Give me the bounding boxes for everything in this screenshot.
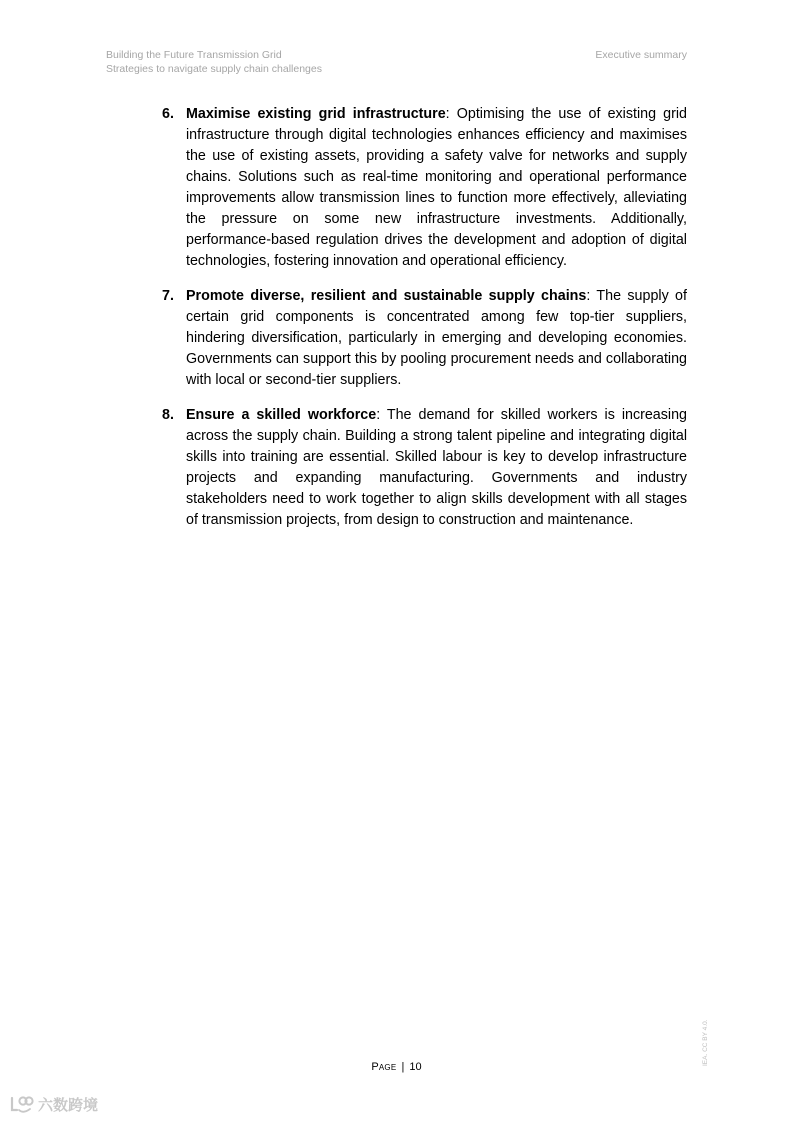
item-number: 8. — [162, 407, 174, 423]
list-item — [162, 104, 687, 272]
page-separator: | — [401, 1061, 405, 1073]
page-number: 10 — [409, 1061, 422, 1073]
item-title: Ensure a skilled workforce — [186, 407, 377, 423]
numbered-list — [162, 104, 687, 545]
document-title: Building the Future Transmission Grid — [106, 49, 282, 61]
watermark-text: 六数跨境 — [38, 1097, 99, 1114]
watermark-logo-icon — [8, 1095, 34, 1115]
item-number: 6. — [162, 106, 174, 122]
list-item — [162, 286, 687, 391]
item-text: : Optimising the use of existing grid infrastructure through digital technologies enhances efficiency and maximises the use of existing assets, providing a safety valve for networks and supply chains. Solutions such as real-time monitoring and operational performance improvements allow transmission lines to function more effectively, alleviating the pressure on some new infrastructure investments. Additionally, performance-based regulation drives the development and adoption of digital technologies, fostering innovation and operational efficiency. — [186, 106, 687, 269]
document-subtitle: Strategies to navigate supply chain challenges — [106, 63, 322, 75]
license-note: IEA. CC BY 4.0. — [702, 1019, 709, 1066]
item-title: Maximise existing grid infrastructure — [186, 106, 446, 122]
list-item — [162, 405, 687, 531]
page-footer — [0, 1060, 793, 1074]
running-header-section: Executive summary — [595, 49, 687, 61]
watermark — [8, 1094, 98, 1115]
item-text: : The demand for skilled workers is increasing across the supply chain. Building a strong talent pipeline and integrating digital skills into training are essential. Skilled labour is key to develop infrastructure projects and expanding manufacturing. Governments and industry stakeholders need to work together to align skills development with all stages of transmission projects, from design to construction and maintenance. — [186, 407, 687, 528]
page-label: Page — [371, 1061, 397, 1073]
item-number: 7. — [162, 288, 174, 304]
item-title: Promote diverse, resilient and sustainable supply chains — [186, 288, 587, 304]
item-text: : The supply of certain grid components is concentrated among few top-tier suppliers, hindering diversification, particularly in emerging and developing economies. Governments can support this by pooling procurement needs and collaborating with local or second-tier suppliers. — [186, 288, 687, 388]
running-header-left — [106, 48, 322, 76]
